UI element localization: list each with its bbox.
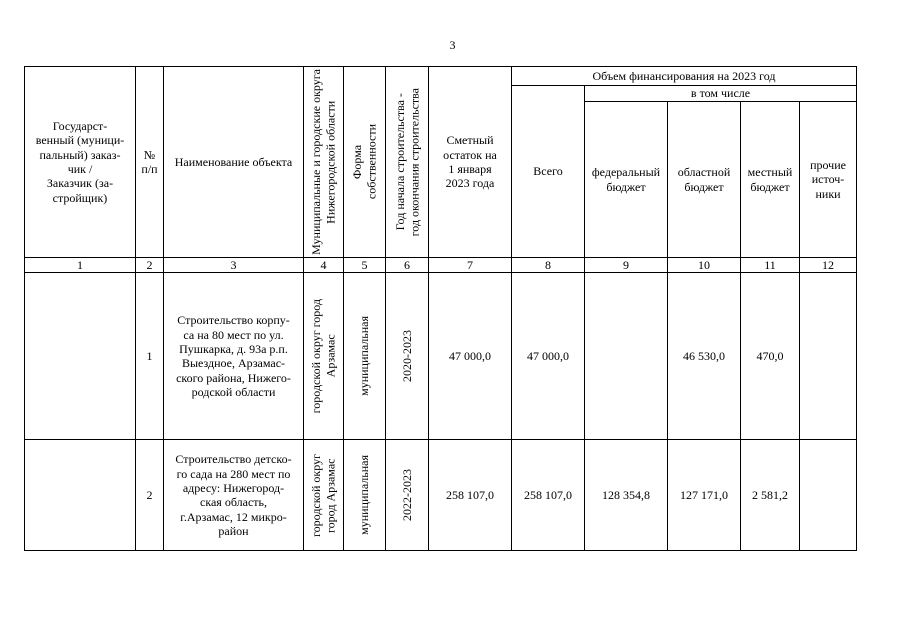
cell-municipality-wrap xyxy=(304,440,344,551)
cell-estimate: 47 000,0 xyxy=(429,273,512,440)
cell-no: 2 xyxy=(136,440,164,551)
column-number: 9 xyxy=(585,258,668,273)
column-number: 4 xyxy=(304,258,344,273)
cell-federal: 128 354,8 xyxy=(585,440,668,551)
cell-municipality: городской округ город Арзамас xyxy=(309,453,338,537)
header-municipality-cell xyxy=(304,67,344,258)
column-number-row xyxy=(25,258,857,273)
cell-regional: 46 530,0 xyxy=(668,273,741,440)
cell-other xyxy=(800,440,857,551)
header-federal: федеральный бюджет xyxy=(585,102,668,258)
cell-years-wrap xyxy=(386,273,429,440)
cell-ownership-wrap xyxy=(344,273,386,440)
table-row xyxy=(25,273,857,440)
column-number: 6 xyxy=(386,258,429,273)
header-municipality: Муниципальные и городские округа Нижегородской области xyxy=(309,69,338,255)
cell-total: 258 107,0 xyxy=(512,440,585,551)
table-row xyxy=(25,440,857,551)
cell-municipality-wrap xyxy=(304,273,344,440)
column-number: 2 xyxy=(136,258,164,273)
header-total: Всего xyxy=(512,86,585,258)
cell-years: 2022-2023 xyxy=(399,469,414,522)
cell-local: 2 581,2 xyxy=(741,440,800,551)
header-ownership-cell xyxy=(344,67,386,258)
cell-municipality: городской округ город Арзамас xyxy=(309,299,338,414)
header-other: прочие источ- ники xyxy=(800,102,857,258)
cell-estimate: 258 107,0 xyxy=(429,440,512,551)
column-number: 3 xyxy=(164,258,304,273)
cell-local: 470,0 xyxy=(741,273,800,440)
column-number: 8 xyxy=(512,258,585,273)
cell-ownership-wrap xyxy=(344,440,386,551)
cell-no: 1 xyxy=(136,273,164,440)
cell-object-name: Строительство детско- го сада на 280 мест по адресу: Нижегород- ская область, г.Арзамас, 12 микро- район xyxy=(164,440,304,551)
header-including: в том числе xyxy=(585,86,857,102)
column-number: 1 xyxy=(25,258,136,273)
cell-object-name: Строительство корпу- са на 80 мест по ул. Пушкарка, д. 93а р.п. Выездное, Арзамас- ского района, Нижего- родской области xyxy=(164,273,304,440)
header-years-cell xyxy=(386,67,429,258)
header-estimate: Сметный остаток на 1 января 2023 года xyxy=(429,67,512,258)
column-number: 12 xyxy=(800,258,857,273)
cell-ownership: муниципальная xyxy=(357,316,372,397)
column-number: 11 xyxy=(741,258,800,273)
cell-customer xyxy=(25,273,136,440)
header-ownership: Форма собственности xyxy=(350,124,379,200)
header-funding-group: Объем финансирования на 2023 год xyxy=(512,67,857,86)
header-object-name: Наименование объекта xyxy=(164,67,304,258)
financing-table xyxy=(24,66,857,551)
cell-regional: 127 171,0 xyxy=(668,440,741,551)
cell-years-wrap xyxy=(386,440,429,551)
cell-years: 2020-2023 xyxy=(399,330,414,383)
column-number: 7 xyxy=(429,258,512,273)
header-customer: Государст- венный (муници- пальный) заказ- чик / Заказчик (за- стройщик) xyxy=(25,67,136,258)
header-local: местный бюджет xyxy=(741,102,800,258)
cell-ownership: муниципальная xyxy=(357,455,372,536)
column-number: 10 xyxy=(668,258,741,273)
header-years: Год начала строительства - год окончания строительства xyxy=(392,87,421,237)
header-regional: областной бюджет xyxy=(668,102,741,258)
cell-customer xyxy=(25,440,136,551)
header-row-1 xyxy=(25,67,857,86)
column-number: 5 xyxy=(344,258,386,273)
header-no: № п/п xyxy=(136,67,164,258)
cell-federal xyxy=(585,273,668,440)
cell-other xyxy=(800,273,857,440)
page-number: 3 xyxy=(449,38,456,52)
cell-total: 47 000,0 xyxy=(512,273,585,440)
